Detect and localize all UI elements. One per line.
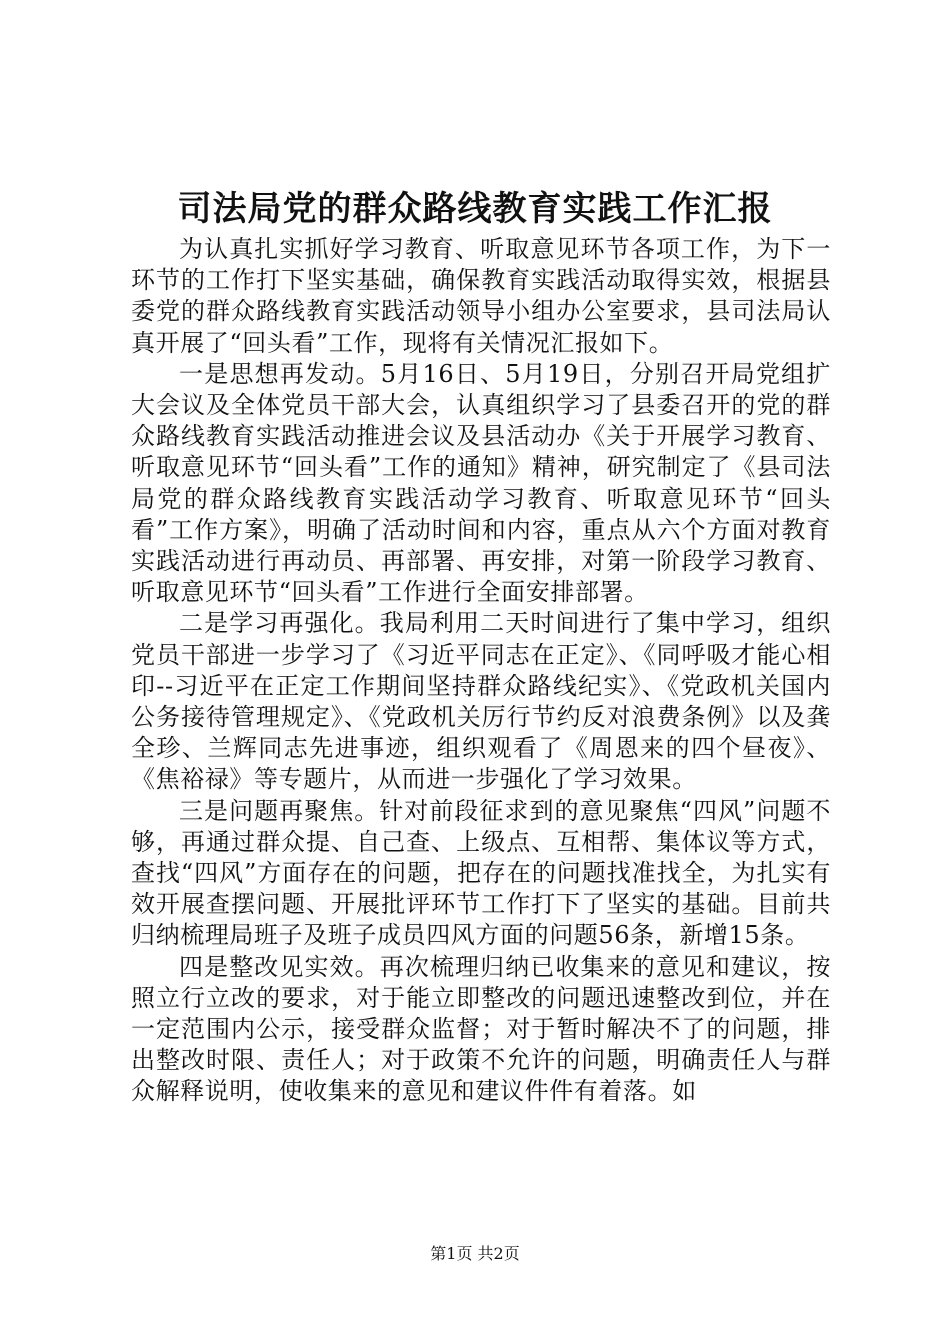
paragraph-4: 四是整改见实效。再次梳理归纳已收集来的意见和建议，按照立行立改的要求，对于能立即整改的问题迅速整改到位，并在一定范围内公示，接受群众监督；对于暂时解决不了的问题，排出整改时限、责任人；对于政策不允许的问题，明确责任人与群众解释说明，使收集来的意见和建议件件有着落。如 — [131, 952, 831, 1106]
paragraph-3: 三是问题再聚焦。针对前段征求到的意见聚焦“四风”问题不够，再通过群众提、自己查、上级点、互相帮、集体议等方式，查找“四风”方面存在的问题，把存在的问题找准找全，为扎实有效开展查摆问题、开展批评环节工作打下了坚实的基础。目前共归纳梳理局班子及班子成员四风方面的问题56条，新增15条。 — [131, 796, 831, 950]
document-title: 司法局党的群众路线教育实践工作汇报 — [177, 189, 773, 229]
page-number-footer: 第1页 共2页 — [430, 1244, 520, 1263]
paragraph-intro: 为认真扎实抓好学习教育、听取意见环节各项工作，为下一环节的工作打下坚实基础，确保教育实践活动取得实效，根据县委党的群众路线教育实践活动领导小组办公室要求，县司法局认真开展了“回头看”工作，现将有关情况汇报如下。 — [131, 235, 831, 357]
paragraph-2: 二是学习再强化。我局利用二天时间进行了集中学习，组织党员干部进一步学习了《习近平同志在正定》、《同呼吸才能心相印--习近平在正定工作期间坚持群众路线纪实》、《党政机关国内公务接待管理规定》、《党政机关厉行节约反对浪费条例》以及龚全珍、兰辉同志先进事迹，组织观看了《周恩来的四个昼夜》、《焦裕禄》等专题片，从而进一步强化了学习效果。 — [131, 609, 831, 794]
paragraph-1: 一是思想再发动。5月16日、5月19日，分别召开局党组扩大会议及全体党员干部大会，认真组织学习了县委召开的党的群众路线教育实践活动推进会议及县活动办《关于开展学习教育、听取意见环节“回头看”工作的通知》精神，研究制定了《县司法局党的群众路线教育实践活动学习教育、听取意见环节“回头看”工作方案》，明确了活动时间和内容，重点从六个方面对教育实践活动进行再动员、再部署、再安排，对第一阶段学习教育、听取意见环节“回头看”工作进行全面安排部署。 — [131, 359, 831, 607]
document-body — [131, 234, 831, 1108]
